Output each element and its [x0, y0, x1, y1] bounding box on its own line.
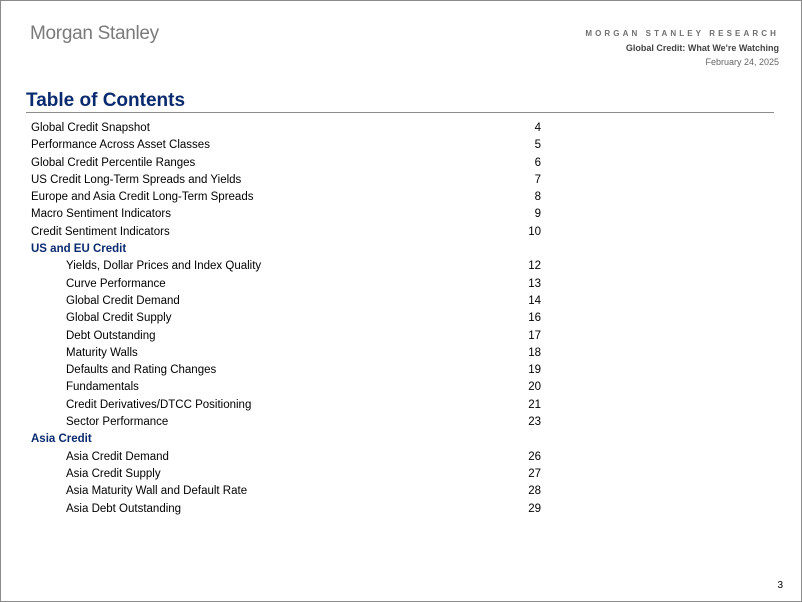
toc-entry[interactable] — [31, 189, 541, 206]
toc-entry-label: Credit Derivatives/DTCC Positioning — [66, 398, 252, 411]
toc-entry-label: Asia Maturity Wall and Default Rate — [66, 485, 248, 498]
toc-entry-label: Fundamentals — [66, 381, 139, 394]
toc-entry[interactable] — [31, 137, 541, 154]
toc-entry[interactable] — [31, 206, 541, 223]
toc-entry-page: 21 — [528, 398, 541, 411]
toc-entry-label: Credit Sentiment Indicators — [31, 225, 170, 238]
toc-entry-label: Global Credit Demand — [66, 294, 180, 307]
toc-entry-page: 6 — [534, 156, 541, 169]
title-divider — [26, 112, 774, 113]
toc-entry-page: 29 — [528, 502, 541, 515]
toc-entry-label: Global Credit Percentile Ranges — [31, 156, 196, 169]
toc-entry-page: 23 — [528, 416, 541, 429]
toc-entry-page: 28 — [528, 485, 541, 498]
toc-entry[interactable] — [31, 397, 541, 414]
morgan-stanley-logo: Morgan Stanley — [30, 23, 159, 44]
toc-entry[interactable] — [31, 224, 541, 241]
toc-entry-page: 12 — [528, 260, 541, 273]
toc-entry-page: 14 — [528, 294, 541, 307]
toc-entry[interactable] — [31, 310, 541, 327]
report-date: February 24, 2025 — [705, 57, 779, 67]
toc-entry-page: 17 — [528, 329, 541, 342]
toc-entry-page: 4 — [534, 122, 541, 134]
toc-section-label: US and EU Credit — [31, 243, 127, 256]
toc-entry-page: 10 — [528, 225, 541, 238]
toc-section-label: Asia Credit — [31, 433, 92, 446]
toc-entry-page: 9 — [534, 208, 541, 221]
toc-entry-label: Global Credit Supply — [66, 312, 172, 325]
toc-entry-label: Europe and Asia Credit Long-Term Spreads — [31, 191, 254, 204]
report-title: Global Credit: What We're Watching — [625, 43, 779, 53]
toc-entry-page: 13 — [528, 277, 541, 290]
page-number: 3 — [777, 580, 783, 591]
toc-entry[interactable] — [31, 258, 541, 275]
toc-list — [31, 120, 541, 518]
toc-section-heading — [31, 241, 541, 258]
toc-entry-page: 18 — [528, 346, 541, 359]
toc-entry-page: 26 — [528, 450, 541, 463]
toc-entry-label: Macro Sentiment Indicators — [31, 208, 171, 221]
toc-entry-label: Debt Outstanding — [66, 329, 156, 342]
research-label: MORGAN STANLEY RESEARCH — [585, 29, 779, 38]
toc-entry-label: Defaults and Rating Changes — [66, 364, 217, 377]
toc-entry-label: Curve Performance — [66, 277, 166, 290]
report-header — [585, 28, 779, 68]
toc-entry-label: Performance Across Asset Classes — [31, 139, 210, 152]
toc-entry[interactable] — [31, 328, 541, 345]
toc-entry-label: Asia Credit Supply — [66, 467, 161, 480]
toc-entry[interactable] — [31, 501, 541, 518]
toc-entry[interactable] — [31, 362, 541, 379]
toc-entry-page: 7 — [534, 173, 541, 186]
toc-entry[interactable] — [31, 414, 541, 431]
toc-section-heading — [31, 431, 541, 448]
toc-entry-page: 5 — [534, 139, 541, 152]
toc-entry-page: 19 — [528, 364, 541, 377]
toc-entry-label: Sector Performance — [66, 416, 169, 429]
toc-entry-page: 16 — [528, 312, 541, 325]
toc-entry[interactable] — [31, 172, 541, 189]
toc-entry-label: Yields, Dollar Prices and Index Quality — [66, 260, 262, 273]
toc-entry-page: 20 — [528, 381, 541, 394]
toc-entry-label: Asia Credit Demand — [66, 450, 169, 463]
page-title: Table of Contents — [26, 90, 186, 111]
toc-entry-page: 27 — [528, 467, 541, 480]
toc-entry-page: 8 — [534, 191, 541, 204]
toc-entry-label: US Credit Long-Term Spreads and Yields — [31, 173, 242, 186]
toc-entry[interactable] — [31, 276, 541, 293]
toc-entry[interactable] — [31, 155, 541, 172]
toc-entry[interactable] — [31, 449, 541, 466]
toc-entry-label: Global Credit Snapshot — [31, 122, 150, 134]
toc-entry-label: Maturity Walls — [66, 346, 138, 359]
toc-entry[interactable] — [31, 466, 541, 483]
toc-entry[interactable] — [31, 120, 541, 137]
toc-entry[interactable] — [31, 345, 541, 362]
toc-entry[interactable] — [31, 483, 541, 500]
toc-entry[interactable] — [31, 379, 541, 396]
toc-entry[interactable] — [31, 293, 541, 310]
toc-entry-label: Asia Debt Outstanding — [66, 502, 182, 515]
